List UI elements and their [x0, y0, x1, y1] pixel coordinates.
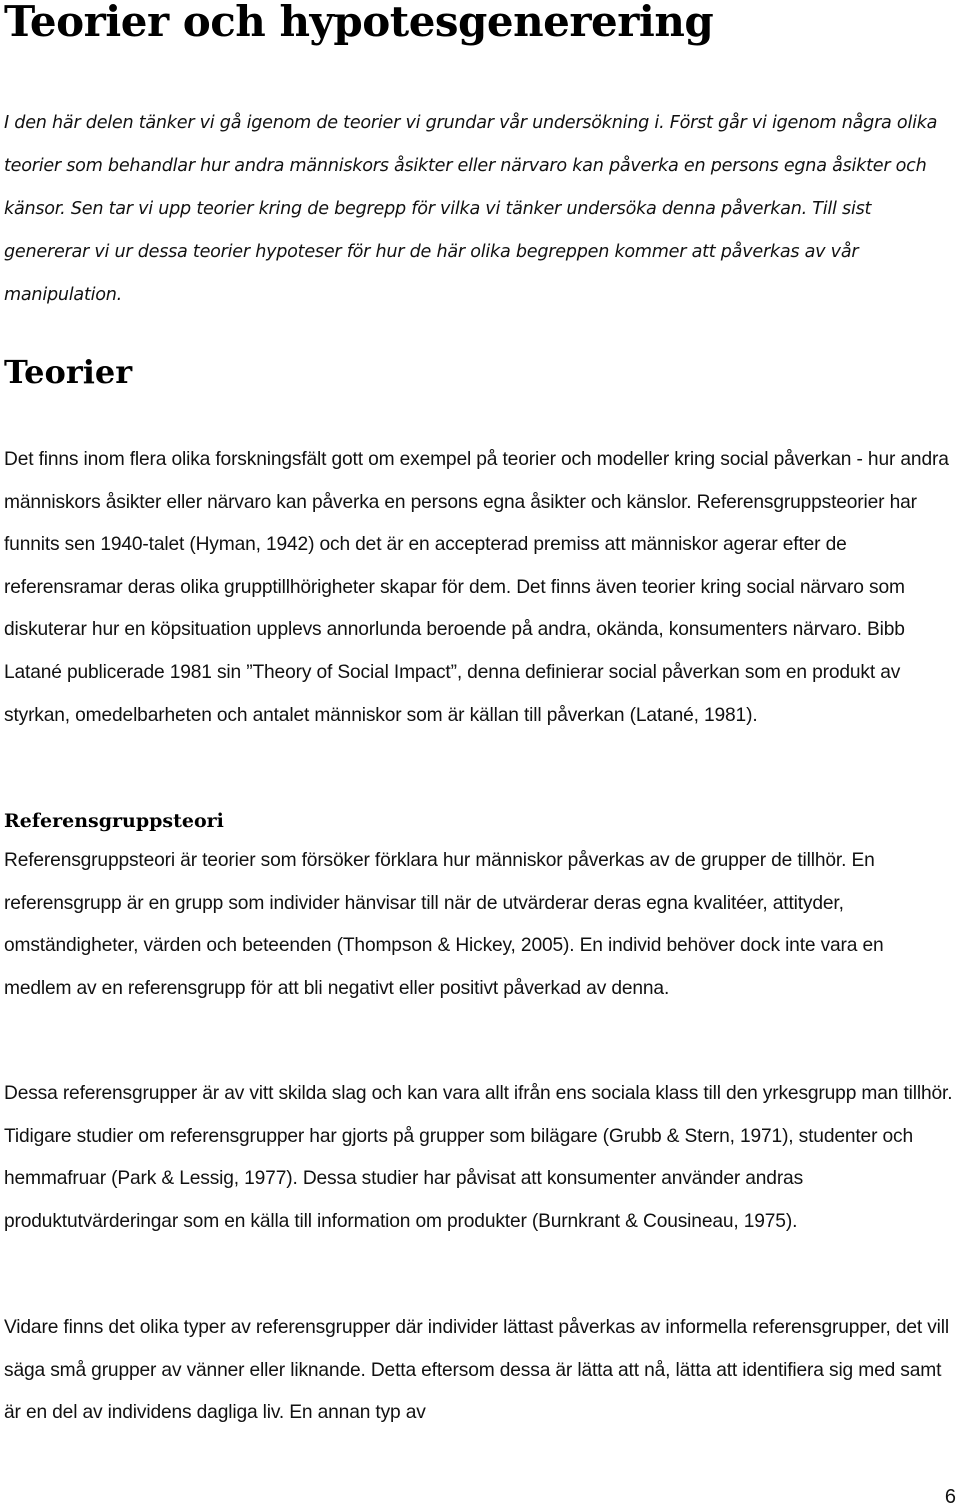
intro-paragraph: I den här delen tänker vi gå igenom de teorier vi grundar vår undersökning i. Först går vi igenom några olika teorier som behandlar hur andra människors åsikter eller närvaro kan påverka en persons egna åsikter och känsor. Sen tar vi upp teorier kring de begrepp för vilka vi tänker undersöka denna påverkan. Till sist genererar vi ur dessa teorier hypoteser för hur de här olika begreppen kommer att påverkas av vår manipulation.	[4, 113, 938, 305]
section-heading-teorier: Teorier	[4, 353, 133, 391]
section-paragraph: Det finns inom flera olika forskningsfält gott om exempel på teorier och modeller kring social påverkan - hur andra människors åsikter eller närvaro kan påverka en persons egna åsikter och känslor. Referensgruppsteorier har funnits sen 1940-talet (Hyman, 1942) och det är en accepterad premiss att människor agerar efter de referensramar deras olika grupptillhörigheter skapar för dem. Det finns även teorier kring social närvaro som diskuterar hur en köpsituation upplevs annorlunda beroende på andra, okända, konsumenters närvaro. Bibb Latané publicerade 1981 sin ”Theory of Social Impact”, denna definierar social påverkan som en produkt av styrkan, omedelbarheten och antalet människor som är källan till påverkan (Latané, 1981).	[4, 449, 949, 726]
subsection-paragraph-1: Referensgruppsteori är teorier som försöker förklara hur människor påverkas av de grupper de tillhör. En referensgrupp är en grupp som individer hänvisar till när de utvärderar deras egna kvalitéer, attityder, omständigheter, värden och beteenden (Thompson & Hickey, 2005). En individ behöver dock inte vara en medlem av en referensgrupp för att bli negativt eller positivt påverkad av denna.	[4, 850, 884, 999]
page-title: Teorier och hypotesgenerering	[4, 0, 714, 46]
subsection-paragraph-3: Vidare finns det olika typer av referensgrupper där individer lättast påverkas av informella referensgrupper, det vill säga små grupper av vänner eller liknande. Detta eftersom dessa är lätta att nå, lätta att identifiera sig med samt är en del av individens dagliga liv. En annan typ av	[4, 1317, 950, 1424]
subsection-heading-referensgruppsteori: Referensgruppsteori	[4, 810, 224, 832]
subsection-paragraph-2: Dessa referensgrupper är av vitt skilda slag och kan vara allt ifrån ens sociala klass till den yrkesgrupp man tillhör. Tidigare studier om referensgrupper har gjorts på grupper som bilägare (Grubb & Stern, 1971), studenter och hemmafruar (Park & Lessig, 1977). Dessa studier har påvisat att konsumenter använder andras produktutvärderingar som en källa till information om produkter (Burnkrant & Cousineau, 1975).	[4, 1083, 953, 1232]
page-number: 6	[944, 1486, 956, 1508]
